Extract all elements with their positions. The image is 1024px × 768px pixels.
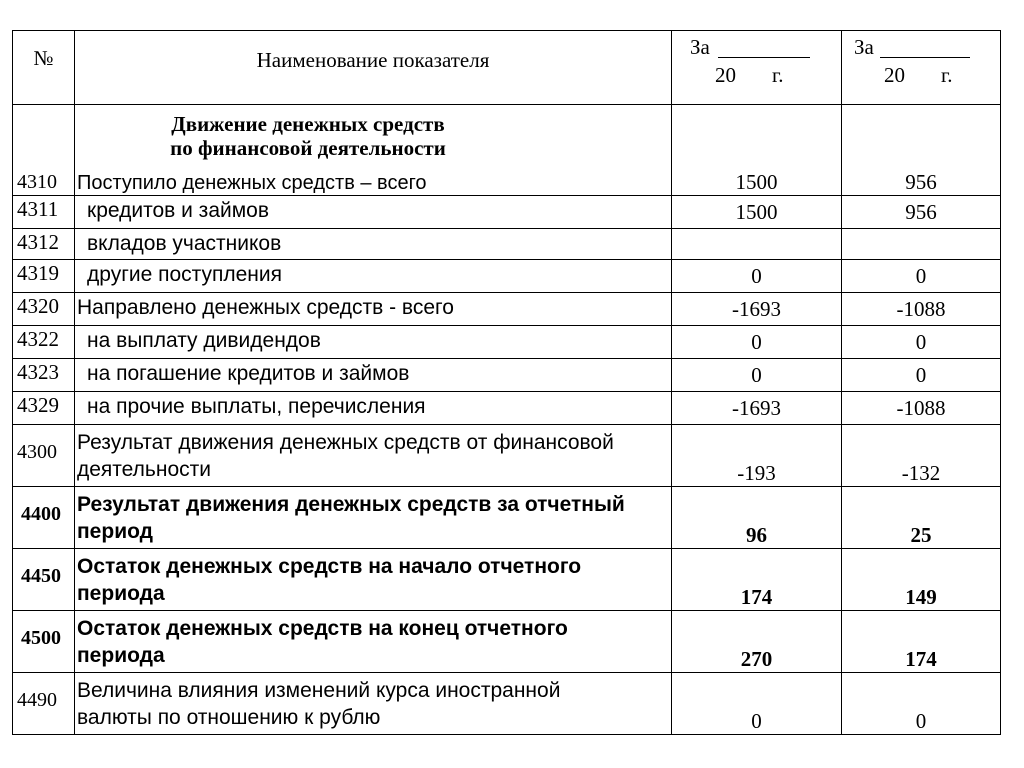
table-row [13, 326, 1001, 359]
row-code-cell [13, 105, 75, 196]
table-row [13, 673, 1001, 735]
table-header-row [13, 31, 1001, 105]
value-period-2 [842, 487, 1001, 549]
row-label: на прочие выплаты, перечисления [75, 392, 672, 425]
value-period-1: -1693 [672, 392, 842, 425]
header-code: № [13, 31, 75, 105]
row-code: 4319 [13, 260, 75, 293]
value-period-2: 956 [842, 196, 1001, 229]
section-title [75, 105, 671, 160]
row-code: 4450 [21, 565, 61, 587]
row-code: 4300 [17, 441, 57, 463]
row-code: 4320 [13, 293, 75, 326]
table-row [13, 229, 1001, 260]
row-label-line-2: периода [77, 644, 165, 667]
section-title-line-1: Движение денежных средств [171, 112, 445, 136]
header-period-1 [672, 31, 842, 105]
value-period-2: 0 [842, 260, 1001, 293]
table-row [13, 359, 1001, 392]
value-text: 956 [905, 170, 937, 194]
value-period-1 [672, 549, 842, 611]
value-text: -193 [737, 461, 776, 485]
table-row [13, 611, 1001, 673]
value-period-1: 0 [672, 359, 842, 392]
value-text: 96 [746, 523, 767, 547]
value-text: 270 [740, 647, 773, 671]
value-period-1: 1500 [672, 196, 842, 229]
header-name: Наименование показателя [75, 31, 672, 105]
row-label [75, 611, 672, 673]
row-code-cell [13, 673, 75, 735]
value-period-1: 0 [672, 260, 842, 293]
period-2-prefix: За [854, 35, 874, 59]
period-2-blank-line [880, 57, 970, 58]
value-period-2 [842, 105, 1001, 196]
period-1-suffix: г. [772, 63, 784, 87]
value-period-1 [672, 425, 842, 487]
table-row [13, 487, 1001, 549]
section-row [13, 105, 1001, 196]
value-text: 149 [905, 585, 937, 609]
table-row [13, 549, 1001, 611]
table-row [13, 260, 1001, 293]
row-code: 4490 [17, 689, 57, 711]
period-1-blank-line [718, 57, 810, 58]
row-label-line-1: Величина влияния изменений курса иностранной [77, 679, 561, 702]
row-label-line-2: периода [77, 582, 165, 605]
period-2-suffix: г. [941, 63, 953, 87]
value-period-2: -1088 [842, 392, 1001, 425]
period-2-year: 20 [884, 63, 905, 87]
row-label: другие поступления [75, 260, 672, 293]
value-text: 0 [915, 709, 927, 733]
value-period-2 [842, 673, 1001, 735]
row-code-cell [13, 487, 75, 549]
row-label-line-2: период [77, 520, 153, 543]
header-period-2 [842, 31, 1001, 105]
row-label: вкладов участников [75, 229, 672, 260]
value-text: 25 [910, 523, 932, 547]
value-text: -132 [901, 461, 941, 485]
row-label-line-1: Остаток денежных средств на конец отчетного [77, 617, 568, 640]
value-period-1 [672, 105, 842, 196]
row-label-line-2: деятельности [77, 458, 211, 481]
table-row [13, 293, 1001, 326]
row-label [75, 487, 672, 549]
row-code: 4322 [13, 326, 75, 359]
section-title-line-2: по финансовой деятельности [170, 136, 446, 160]
value-period-1: 0 [672, 326, 842, 359]
row-code: 4500 [21, 627, 61, 649]
value-period-2 [842, 611, 1001, 673]
row-label [75, 549, 672, 611]
table-row [13, 196, 1001, 229]
value-period-2: 0 [842, 326, 1001, 359]
row-code-cell [13, 425, 75, 487]
value-period-1 [672, 229, 842, 260]
row-code: 4329 [13, 392, 75, 425]
row-label: кредитов и займов [75, 196, 672, 229]
row-label: Поступило денежных средств – всего [77, 172, 427, 194]
value-period-2 [842, 549, 1001, 611]
row-code-cell [13, 611, 75, 673]
row-code-cell [13, 549, 75, 611]
value-period-2: 0 [842, 359, 1001, 392]
row-code: 4400 [21, 503, 61, 525]
section-name-cell [75, 105, 672, 196]
row-label-line-1: Результат движения денежных средств от финансовой [77, 431, 614, 454]
value-text: 174 [905, 647, 937, 671]
row-label [75, 425, 672, 487]
period-1-year: 20 [715, 63, 736, 87]
value-period-1 [672, 673, 842, 735]
value-period-2: -1088 [842, 293, 1001, 326]
row-label [75, 673, 672, 735]
row-label: на выплату дивидендов [75, 326, 672, 359]
row-code: 4323 [13, 359, 75, 392]
row-label-line-1: Результат движения денежных средств за отчетный [77, 493, 625, 516]
value-text: 0 [751, 709, 762, 733]
row-code: 4311 [13, 196, 75, 229]
table-row [13, 425, 1001, 487]
period-1-prefix: За [690, 35, 710, 59]
value-period-1 [672, 487, 842, 549]
row-label-line-1: Остаток денежных средств на начало отчетного [77, 555, 582, 578]
value-text: 1500 [735, 170, 778, 194]
value-period-2 [842, 425, 1001, 487]
row-code: 4312 [13, 229, 75, 260]
value-text: 174 [740, 585, 773, 609]
row-label: Направлено денежных средств - всего [75, 293, 672, 326]
value-period-2 [842, 229, 1001, 260]
value-period-1: -1693 [672, 293, 842, 326]
row-label-line-2: валюты по отношению к рублю [77, 706, 381, 729]
table-row [13, 392, 1001, 425]
row-label: на погашение кредитов и займов [75, 359, 672, 392]
value-period-1 [672, 611, 842, 673]
cash-flow-table [12, 30, 1001, 735]
row-code: 4310 [17, 171, 57, 193]
